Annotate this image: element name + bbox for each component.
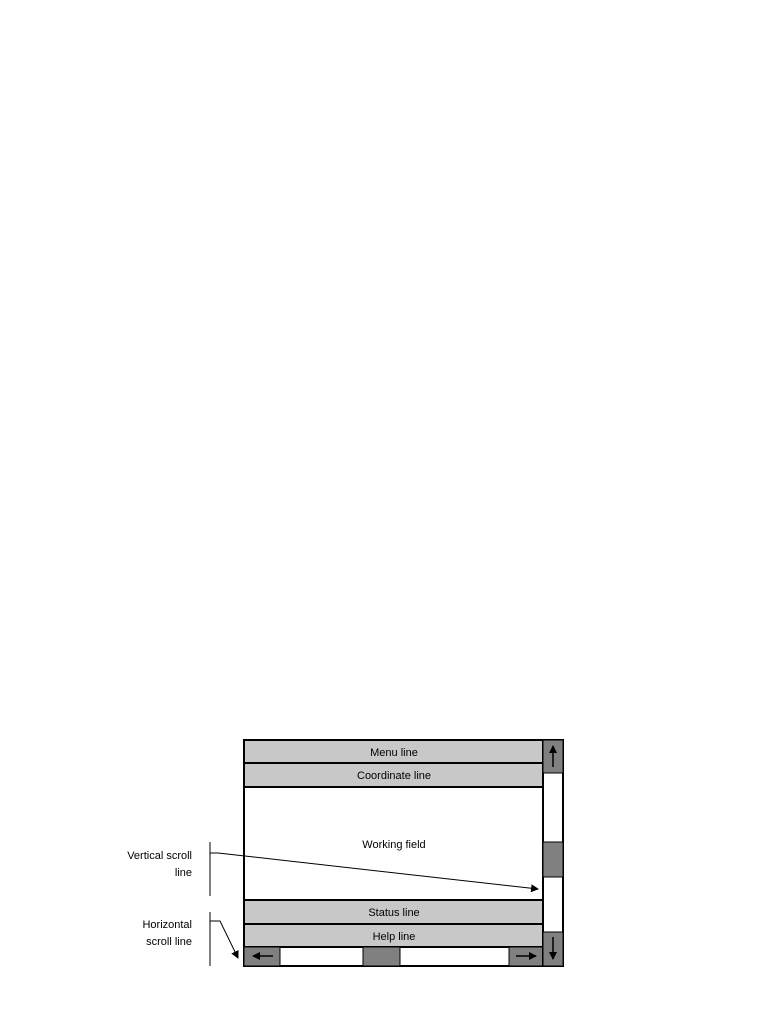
horizontal-scroll-callout-leader xyxy=(210,921,238,958)
coordinate-line-label: Coordinate line xyxy=(357,770,431,782)
working-field-label: Working field xyxy=(362,839,426,851)
vertical-scroll-thumb[interactable] xyxy=(543,842,563,877)
vertical-scrollbar[interactable] xyxy=(543,740,563,966)
status-line-label: Status line xyxy=(368,907,420,919)
horizontal-scroll-callout xyxy=(142,912,238,966)
horizontal-scroll-callout-label-1: Horizontal xyxy=(142,919,192,931)
vertical-scroll-callout-label-2: line xyxy=(174,867,192,879)
horizontal-scroll-callout-label-2: scroll line xyxy=(146,936,192,948)
horizontal-scrollbar[interactable] xyxy=(244,947,543,966)
menu-line-label: Menu line xyxy=(370,747,418,759)
vertical-scroll-callout-label-1: Vertical scroll xyxy=(127,850,192,862)
horizontal-scroll-thumb[interactable] xyxy=(363,947,400,966)
help-line-label: Help line xyxy=(372,931,416,943)
